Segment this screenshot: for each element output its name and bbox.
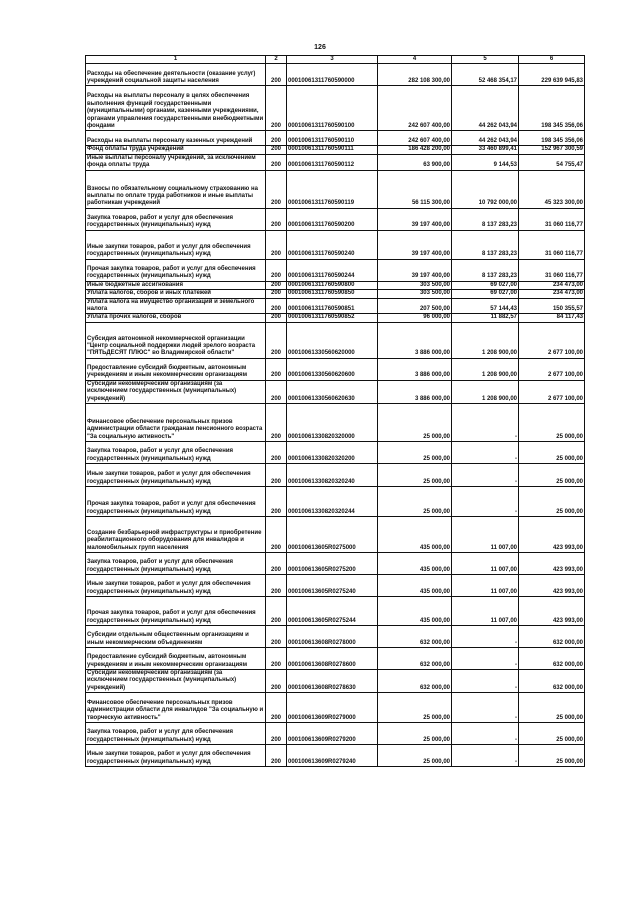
row-name-cell: Создание безбарьерной инфраструктуры и приобретение реабилитационного оборудования для инвалидов и маломобильных групп населения xyxy=(86,517,266,553)
row-remainder-cell: 234 473,00 xyxy=(519,281,585,289)
row-remainder-cell: 229 639 945,83 xyxy=(519,64,585,86)
row-remainder-cell: 632 000,00 xyxy=(519,670,585,693)
row-remainder-cell: 423 993,00 xyxy=(519,553,585,575)
row-kbk-cell: 00010061311760590100 xyxy=(287,86,378,131)
row-executed-cell: - xyxy=(452,693,519,723)
table-row xyxy=(86,626,585,648)
row-code-cell: 200 xyxy=(266,154,287,170)
row-code-cell: 200 xyxy=(266,290,287,298)
table-row xyxy=(86,517,585,553)
row-plan-cell: 56 115 300,00 xyxy=(378,170,452,208)
row-executed-cell: 10 792 000,00 xyxy=(452,170,519,208)
row-name-cell: Закупка товаров, работ и услуг для обеспечения государственных (муниципальных) нужд xyxy=(86,208,266,230)
table-row xyxy=(86,723,585,745)
row-kbk-cell: 00010061311760590244 xyxy=(287,259,378,281)
row-name-cell: Субсидии некоммерческим организациям (за исключением государственных (муниципальных) учреждений) xyxy=(86,670,266,693)
row-remainder-cell: 2 677 100,00 xyxy=(519,322,585,358)
row-code-cell: 200 xyxy=(266,358,287,380)
table-row xyxy=(86,154,585,170)
column-header: 6 xyxy=(519,56,585,64)
row-remainder-cell: 234 473,00 xyxy=(519,290,585,298)
row-name-cell: Уплата налога на имущество организаций и земельного налога xyxy=(86,298,266,314)
table-row xyxy=(86,597,585,626)
row-name-cell: Субсидии некоммерческим организациям (за исключением государственных (муниципальных) учреждений) xyxy=(86,380,266,403)
row-kbk-cell: 000100613608R0278600 xyxy=(287,648,378,670)
row-kbk-cell: 000100613605R0275200 xyxy=(287,553,378,575)
row-executed-cell: - xyxy=(452,648,519,670)
row-plan-cell: 96 000,00 xyxy=(378,314,452,322)
row-name-cell: Закупка товаров, работ и услуг для обеспечения государственных (муниципальных) нужд xyxy=(86,553,266,575)
row-executed-cell: 69 027,00 xyxy=(452,281,519,289)
row-plan-cell: 25 000,00 xyxy=(378,442,452,464)
row-remainder-cell: 632 000,00 xyxy=(519,648,585,670)
row-code-cell: 200 xyxy=(266,230,287,259)
row-remainder-cell: 45 323 300,00 xyxy=(519,170,585,208)
row-kbk-cell: 00010061330820320200 xyxy=(287,442,378,464)
row-kbk-cell: 000100613605R0275244 xyxy=(287,597,378,626)
row-plan-cell: 39 197 400,00 xyxy=(378,259,452,281)
column-header: 3 xyxy=(287,56,378,64)
page-number: 126 xyxy=(314,44,326,51)
row-executed-cell: 1 208 900,00 xyxy=(452,322,519,358)
row-code-cell: 200 xyxy=(266,404,287,442)
row-executed-cell: 8 137 283,23 xyxy=(452,259,519,281)
row-kbk-cell: 00010061330820320240 xyxy=(287,464,378,487)
row-plan-cell: 25 000,00 xyxy=(378,464,452,487)
row-code-cell: 200 xyxy=(266,380,287,403)
row-kbk-cell: 00010061311760590200 xyxy=(287,208,378,230)
row-code-cell: 200 xyxy=(266,86,287,131)
row-executed-cell: - xyxy=(452,723,519,745)
row-plan-cell: 25 000,00 xyxy=(378,487,452,517)
column-header: 1 xyxy=(86,56,266,64)
row-name-cell: Предоставление субсидий бюджетным, автономным учреждениям и иным некоммерческим организациям xyxy=(86,358,266,380)
row-executed-cell: 1 208 900,00 xyxy=(452,358,519,380)
row-code-cell: 200 xyxy=(266,487,287,517)
row-remainder-cell: 150 355,57 xyxy=(519,298,585,314)
row-executed-cell: 11 007,00 xyxy=(452,575,519,597)
row-code-cell: 200 xyxy=(266,322,287,358)
row-kbk-cell: 00010061311760590000 xyxy=(287,64,378,86)
row-plan-cell: 282 108 300,00 xyxy=(378,64,452,86)
row-remainder-cell: 25 000,00 xyxy=(519,487,585,517)
row-name-cell: Иные выплаты персоналу учреждений, за исключением фонда оплаты труда xyxy=(86,154,266,170)
row-remainder-cell: 25 000,00 xyxy=(519,442,585,464)
row-name-cell: Иные закупки товаров, работ и услуг для обеспечения государственных (муниципальных) нужд xyxy=(86,575,266,597)
row-executed-cell: - xyxy=(452,670,519,693)
row-kbk-cell: 00010061330820320000 xyxy=(287,404,378,442)
row-kbk-cell: 000100613609R0279240 xyxy=(287,745,378,767)
row-executed-cell: 9 144,53 xyxy=(452,154,519,170)
row-executed-cell: 57 144,43 xyxy=(452,298,519,314)
row-executed-cell: 33 460 899,41 xyxy=(452,146,519,154)
row-executed-cell: 11 007,00 xyxy=(452,553,519,575)
table-row xyxy=(86,464,585,487)
row-remainder-cell: 54 755,47 xyxy=(519,154,585,170)
row-kbk-cell: 00010061311760590852 xyxy=(287,314,378,322)
row-name-cell: Закупка товаров, работ и услуг для обеспечения государственных (муниципальных) нужд xyxy=(86,442,266,464)
table-row xyxy=(86,670,585,693)
row-code-cell: 200 xyxy=(266,648,287,670)
row-name-cell: Иные бюджетные ассигнования xyxy=(86,281,266,289)
table-row xyxy=(86,146,585,154)
row-code-cell: 200 xyxy=(266,464,287,487)
row-name-cell: Финансовое обеспечение персональных призов администрации области гражданам пенсионного возраста "За социальную активность" xyxy=(86,404,266,442)
row-remainder-cell: 2 677 100,00 xyxy=(519,358,585,380)
table-row xyxy=(86,693,585,723)
row-kbk-cell: 00010061330560620630 xyxy=(287,380,378,403)
table-row xyxy=(86,259,585,281)
row-remainder-cell: 25 000,00 xyxy=(519,404,585,442)
table-row xyxy=(86,380,585,403)
row-name-cell: Иные закупки товаров, работ и услуг для обеспечения государственных (муниципальных) нужд xyxy=(86,230,266,259)
row-code-cell: 200 xyxy=(266,442,287,464)
row-kbk-cell: 00010061311760590851 xyxy=(287,298,378,314)
row-remainder-cell: 25 000,00 xyxy=(519,693,585,723)
row-code-cell: 200 xyxy=(266,208,287,230)
table-row xyxy=(86,290,585,298)
row-plan-cell: 25 000,00 xyxy=(378,745,452,767)
table-row xyxy=(86,487,585,517)
row-remainder-cell: 198 345 356,06 xyxy=(519,86,585,131)
row-remainder-cell: 31 060 116,77 xyxy=(519,230,585,259)
row-plan-cell: 3 886 000,00 xyxy=(378,322,452,358)
row-remainder-cell: 152 967 300,59 xyxy=(519,146,585,154)
table-row xyxy=(86,170,585,208)
row-code-cell: 200 xyxy=(266,281,287,289)
table-row xyxy=(86,64,585,86)
row-remainder-cell: 2 677 100,00 xyxy=(519,380,585,403)
row-remainder-cell: 423 993,00 xyxy=(519,517,585,553)
row-plan-cell: 242 607 400,00 xyxy=(378,131,452,146)
row-name-cell: Иные закупки товаров, работ и услуг для обеспечения государственных (муниципальных) нужд xyxy=(86,745,266,767)
row-plan-cell: 63 900,00 xyxy=(378,154,452,170)
row-plan-cell: 186 428 200,00 xyxy=(378,146,452,154)
row-kbk-cell: 000100613608R0278000 xyxy=(287,626,378,648)
row-code-cell: 200 xyxy=(266,723,287,745)
table-row xyxy=(86,230,585,259)
row-plan-cell: 435 000,00 xyxy=(378,517,452,553)
row-executed-cell: 69 027,00 xyxy=(452,290,519,298)
table-row xyxy=(86,553,585,575)
row-name-cell: Прочая закупка товаров, работ и услуг для обеспечения государственных (муниципальных) нужд xyxy=(86,487,266,517)
row-kbk-cell: 000100613608R0278630 xyxy=(287,670,378,693)
row-plan-cell: 303 500,00 xyxy=(378,281,452,289)
row-plan-cell: 632 000,00 xyxy=(378,626,452,648)
row-remainder-cell: 632 000,00 xyxy=(519,626,585,648)
column-header: 5 xyxy=(452,56,519,64)
row-kbk-cell: 000100613605R0275240 xyxy=(287,575,378,597)
row-name-cell: Прочая закупка товаров, работ и услуг для обеспечения государственных (муниципальных) нужд xyxy=(86,597,266,626)
row-plan-cell: 25 000,00 xyxy=(378,693,452,723)
row-code-cell: 200 xyxy=(266,298,287,314)
row-remainder-cell: 25 000,00 xyxy=(519,464,585,487)
row-kbk-cell: 000100613609R0279200 xyxy=(287,723,378,745)
row-code-cell: 200 xyxy=(266,259,287,281)
row-plan-cell: 435 000,00 xyxy=(378,597,452,626)
row-executed-cell: 8 137 283,23 xyxy=(452,208,519,230)
table-row xyxy=(86,648,585,670)
row-kbk-cell: 00010061311760590110 xyxy=(287,131,378,146)
row-plan-cell: 3 886 000,00 xyxy=(378,380,452,403)
table-row xyxy=(86,298,585,314)
row-kbk-cell: 000100613605R0275000 xyxy=(287,517,378,553)
row-kbk-cell: 00010061311760590240 xyxy=(287,230,378,259)
row-code-cell: 200 xyxy=(266,597,287,626)
row-plan-cell: 242 607 400,00 xyxy=(378,86,452,131)
row-name-cell: Прочая закупка товаров, работ и услуг для обеспечения государственных (муниципальных) нужд xyxy=(86,259,266,281)
row-code-cell: 200 xyxy=(266,553,287,575)
table-row xyxy=(86,86,585,131)
row-kbk-cell: 00010061330560620600 xyxy=(287,358,378,380)
row-remainder-cell: 25 000,00 xyxy=(519,745,585,767)
row-remainder-cell: 423 993,00 xyxy=(519,597,585,626)
row-executed-cell: - xyxy=(452,745,519,767)
table-row xyxy=(86,404,585,442)
row-remainder-cell: 31 060 116,77 xyxy=(519,208,585,230)
row-name-cell: Субсидии отдельным общественным организациям и иным некоммерческим объединениям xyxy=(86,626,266,648)
row-executed-cell: 11 007,00 xyxy=(452,517,519,553)
row-remainder-cell: 84 117,43 xyxy=(519,314,585,322)
row-remainder-cell: 25 000,00 xyxy=(519,723,585,745)
row-plan-cell: 25 000,00 xyxy=(378,723,452,745)
row-executed-cell: - xyxy=(452,626,519,648)
table-row xyxy=(86,208,585,230)
row-executed-cell: - xyxy=(452,404,519,442)
row-kbk-cell: 00010061311760590800 xyxy=(287,281,378,289)
row-name-cell: Уплата прочих налогов, сборов xyxy=(86,314,266,322)
table-row xyxy=(86,281,585,289)
row-name-cell: Субсидия автономной некоммерческой организации "Центр социальной поддержки людей зрелого возраста "ПЯТЬДЕСЯТ ПЛЮС" во Владимирской области" xyxy=(86,322,266,358)
row-remainder-cell: 198 345 356,06 xyxy=(519,131,585,146)
table-body xyxy=(86,64,585,767)
row-executed-cell: 8 137 283,23 xyxy=(452,230,519,259)
column-header: 4 xyxy=(378,56,452,64)
row-plan-cell: 39 197 400,00 xyxy=(378,208,452,230)
row-executed-cell: 44 262 043,94 xyxy=(452,86,519,131)
row-code-cell: 200 xyxy=(266,517,287,553)
row-name-cell: Взносы по обязательному социальному страхованию на выплаты по оплате труда работников и иные выплаты работникам учреждений xyxy=(86,170,266,208)
row-code-cell: 200 xyxy=(266,131,287,146)
row-plan-cell: 435 000,00 xyxy=(378,553,452,575)
row-remainder-cell: 31 060 116,77 xyxy=(519,259,585,281)
row-kbk-cell: 00010061311760590111 xyxy=(287,146,378,154)
row-remainder-cell: 423 993,00 xyxy=(519,575,585,597)
row-name-cell: Иные закупки товаров, работ и услуг для обеспечения государственных (муниципальных) нужд xyxy=(86,464,266,487)
row-plan-cell: 632 000,00 xyxy=(378,648,452,670)
row-plan-cell: 25 000,00 xyxy=(378,404,452,442)
row-executed-cell: 1 208 900,00 xyxy=(452,380,519,403)
table-row xyxy=(86,442,585,464)
row-kbk-cell: 00010061311760590119 xyxy=(287,170,378,208)
row-code-cell: 200 xyxy=(266,745,287,767)
row-name-cell: Закупка товаров, работ и услуг для обеспечения государственных (муниципальных) нужд xyxy=(86,723,266,745)
row-kbk-cell: 00010061311760590112 xyxy=(287,154,378,170)
row-kbk-cell: 00010061330820320244 xyxy=(287,487,378,517)
row-executed-cell: - xyxy=(452,487,519,517)
row-name-cell: Расходы на выплаты персоналу в целях обеспечения выполнения функций государственными (муниципальными) органами, казенными учреждениями, органами управления государственными внебюджетными фондами xyxy=(86,86,266,131)
row-plan-cell: 3 886 000,00 xyxy=(378,358,452,380)
row-executed-cell: 11 882,57 xyxy=(452,314,519,322)
row-executed-cell: 52 468 354,17 xyxy=(452,64,519,86)
table-row xyxy=(86,358,585,380)
row-code-cell: 200 xyxy=(266,170,287,208)
budget-table xyxy=(85,55,585,767)
table-header-row xyxy=(86,56,585,64)
row-name-cell: Финансовое обеспечение персональных призов администрации области для инвалидов "За социальную и творческую активность" xyxy=(86,693,266,723)
row-kbk-cell: 00010061311760590850 xyxy=(287,290,378,298)
row-kbk-cell: 00010061330560620000 xyxy=(287,322,378,358)
row-name-cell: Уплата налогов, сборов и иных платежей xyxy=(86,290,266,298)
row-code-cell: 200 xyxy=(266,575,287,597)
column-header: 2 xyxy=(266,56,287,64)
row-plan-cell: 435 000,00 xyxy=(378,575,452,597)
row-code-cell: 200 xyxy=(266,64,287,86)
row-name-cell: Фонд оплаты труда учреждений xyxy=(86,146,266,154)
row-name-cell: Расходы на выплаты персоналу казенных учреждений xyxy=(86,131,266,146)
table-row xyxy=(86,745,585,767)
row-code-cell: 200 xyxy=(266,626,287,648)
row-name-cell: Предоставление субсидий бюджетным, автономным учреждениям и иным некоммерческим организациям xyxy=(86,648,266,670)
row-plan-cell: 39 197 400,00 xyxy=(378,230,452,259)
table-row xyxy=(86,575,585,597)
table-row xyxy=(86,322,585,358)
row-code-cell: 200 xyxy=(266,670,287,693)
table-row xyxy=(86,314,585,322)
row-plan-cell: 207 500,00 xyxy=(378,298,452,314)
row-name-cell: Расходы на обеспечение деятельности (оказание услуг) учреждений социальной защиты населения xyxy=(86,64,266,86)
row-executed-cell: 44 262 043,94 xyxy=(452,131,519,146)
row-code-cell: 200 xyxy=(266,314,287,322)
row-plan-cell: 632 000,00 xyxy=(378,670,452,693)
row-executed-cell: - xyxy=(452,442,519,464)
row-kbk-cell: 000100613609R0279000 xyxy=(287,693,378,723)
row-code-cell: 200 xyxy=(266,146,287,154)
row-executed-cell: 11 007,00 xyxy=(452,597,519,626)
row-plan-cell: 303 500,00 xyxy=(378,290,452,298)
row-executed-cell: - xyxy=(452,464,519,487)
row-code-cell: 200 xyxy=(266,693,287,723)
table-row xyxy=(86,131,585,146)
